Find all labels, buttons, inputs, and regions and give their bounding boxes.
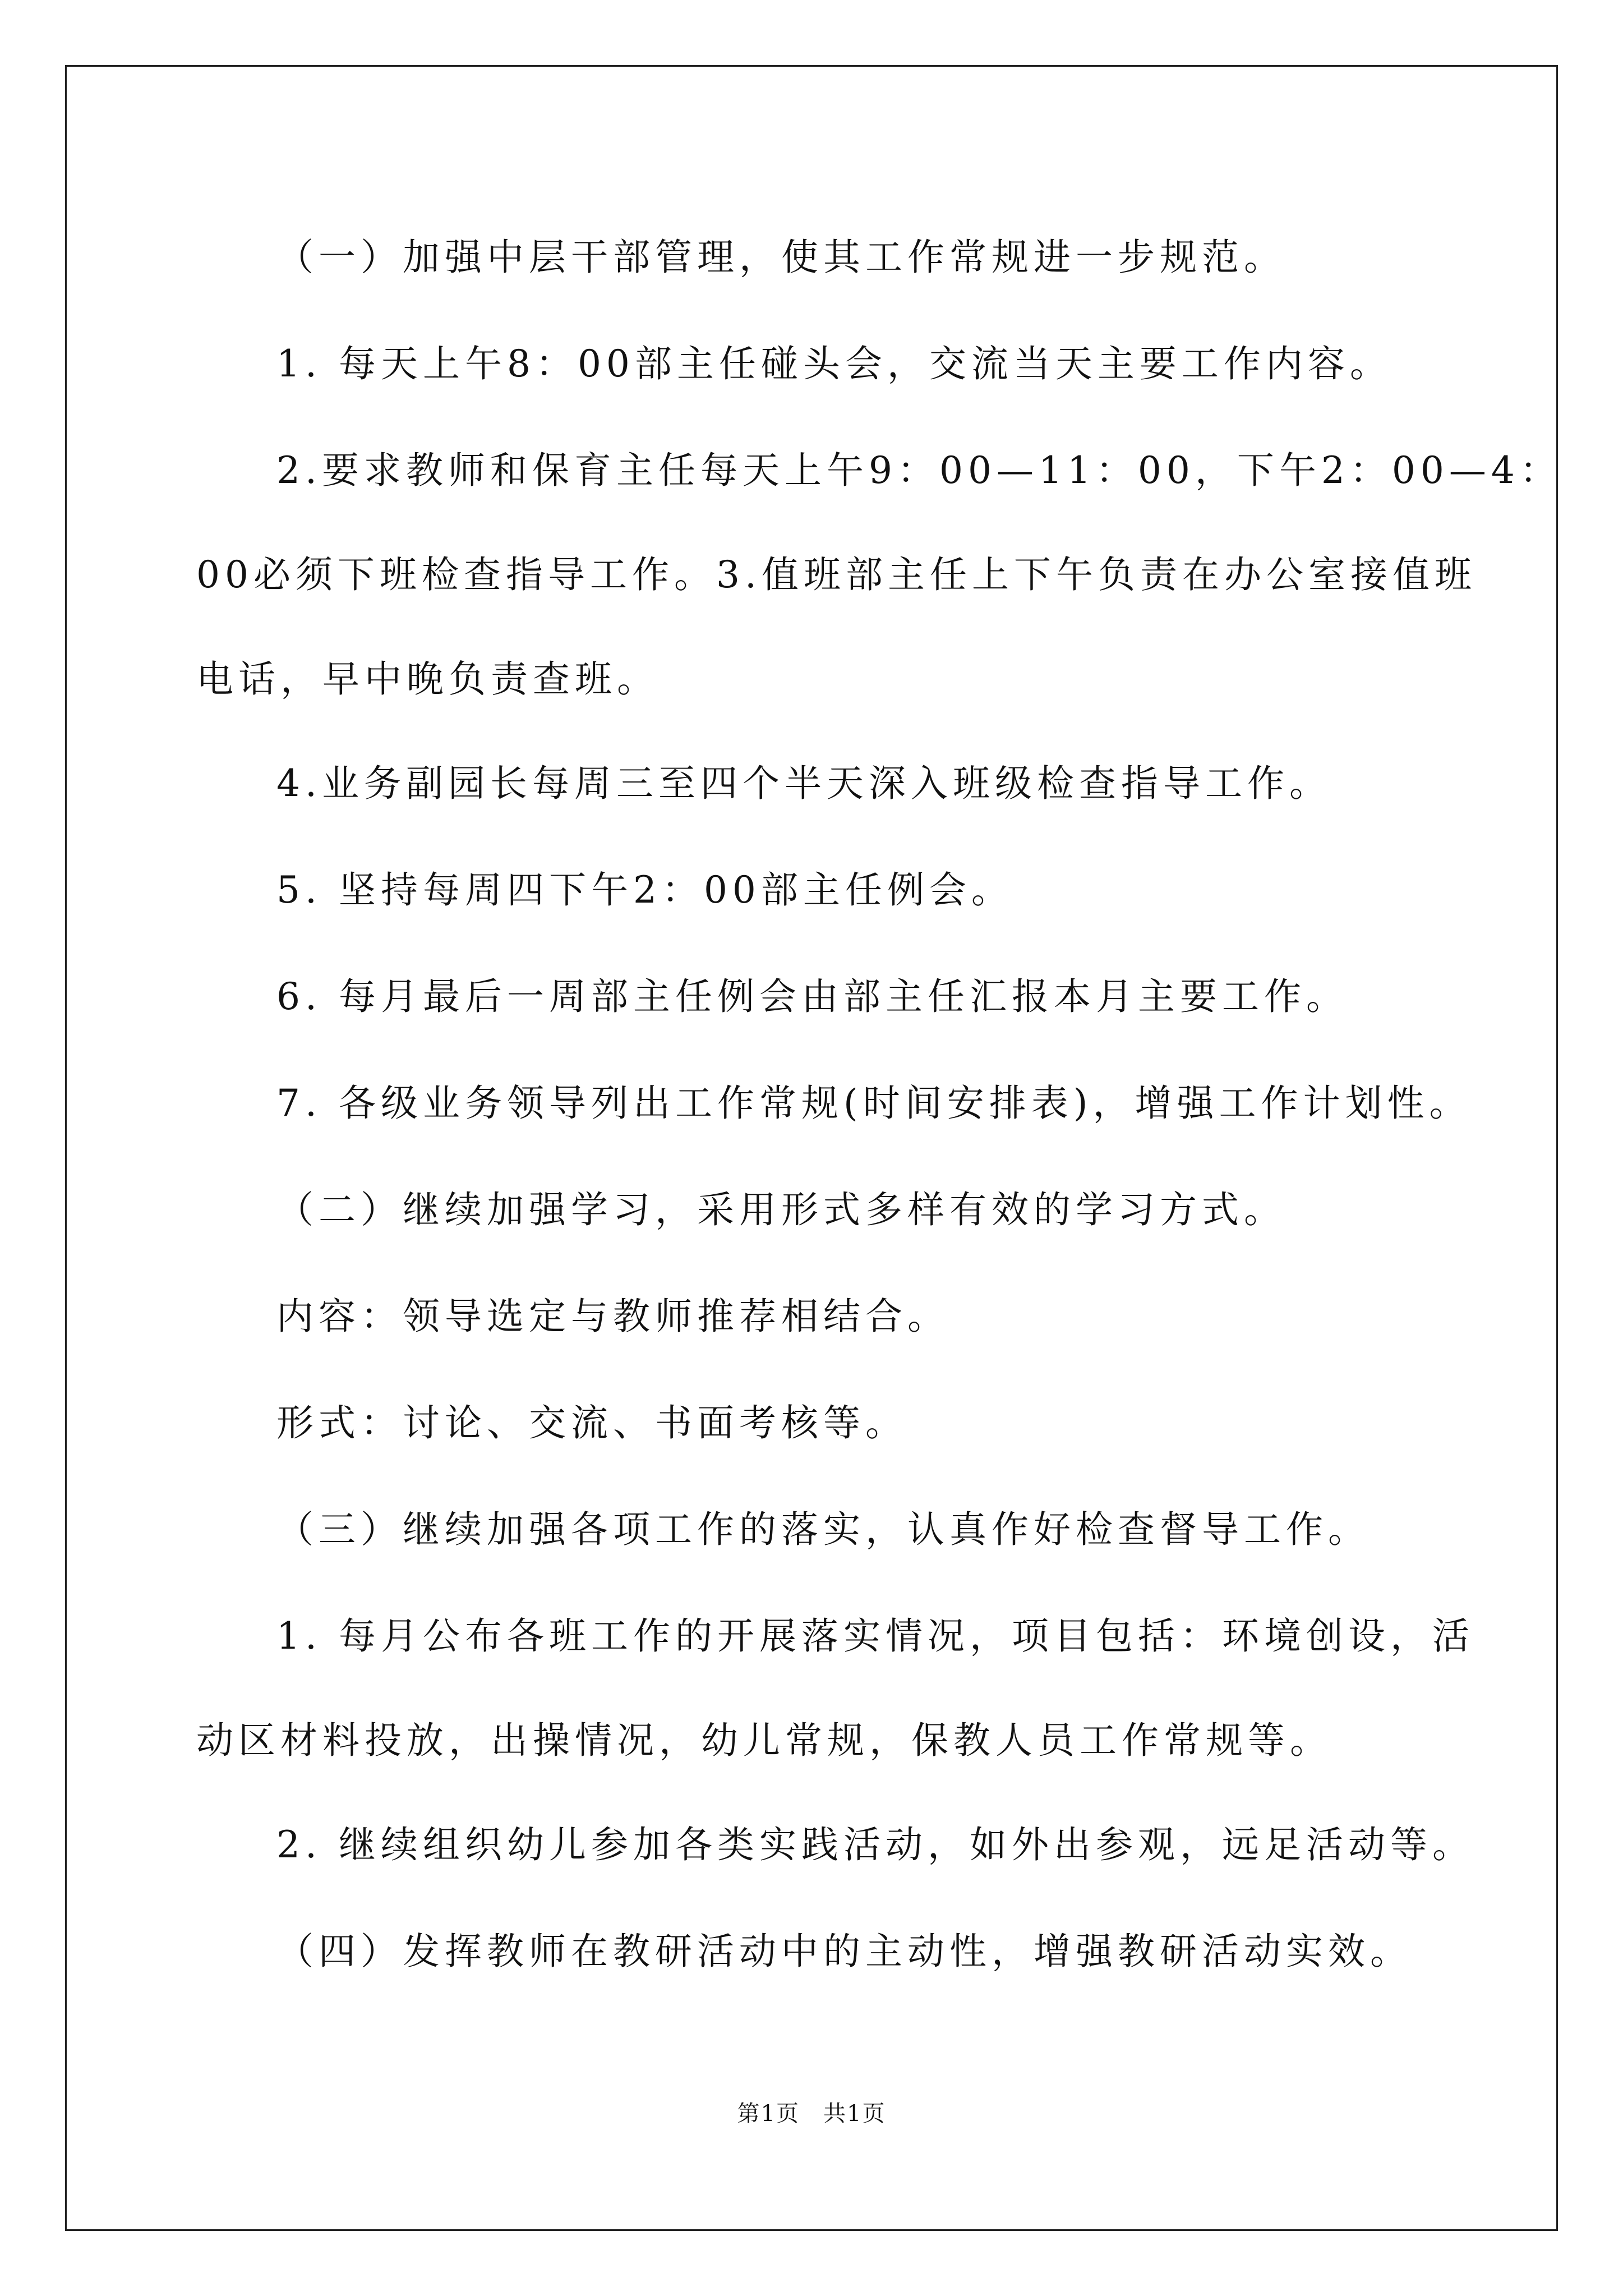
paragraph-line: 2. 继续组织幼儿参加各类实践活动，如外出参观，远足活动等。: [276, 1823, 1474, 1866]
paragraph-line: 内容：领导选定与教师推荐相结合。: [276, 1295, 949, 1338]
paragraph-line: 7. 各级业务领导列出工作常规(时间安排表)，增强工作计划性。: [276, 1082, 1472, 1125]
paragraph-line: 形式：讨论、交流、书面考核等。: [276, 1401, 907, 1444]
paragraph-line: 2.要求教师和保育主任每天上午9：00—11：00，下午2：00—4：: [276, 449, 1562, 492]
paragraph-line: 1. 每天上午8：00部主任碰头会，交流当天主要工作内容。: [276, 342, 1392, 385]
section-heading-2: （二）继续加强学习，采用形式多样有效的学习方式。: [276, 1188, 1286, 1231]
section-heading-4: （四）发挥教师在教研活动中的主动性，增强教研活动实效。: [276, 1930, 1412, 1973]
section-heading-3: （三）继续加强各项工作的落实，认真作好检查督导工作。: [276, 1508, 1370, 1551]
paragraph-line: 4.业务副园长每周三至四个半天深入班级检查指导工作。: [276, 762, 1331, 805]
page-number-footer: 第1页 共1页: [737, 2101, 886, 2127]
paragraph-line: 1. 每月公布各班工作的开展落实情况，项目包括：环境创设，活: [276, 1614, 1474, 1658]
section-heading-1: （一）加强中层干部管理，使其工作常规进一步规范。: [276, 236, 1286, 279]
paragraph-line: 6. 每月最后一周部主任例会由部主任汇报本月主要工作。: [276, 975, 1348, 1018]
page-frame: [65, 65, 1562, 2231]
paragraph-line: 动区材料投放，出操情况，幼儿常规，保教人员工作常规等。: [196, 1719, 1332, 1762]
paragraph-line: 00必须下班检查指导工作。3.值班部主任上下午负责在办公室接值班: [196, 553, 1477, 596]
paragraph-line: 5. 坚持每周四下午2：00部主任例会。: [276, 868, 1013, 912]
paragraph-line: 电话，早中晚负责查班。: [196, 657, 659, 701]
